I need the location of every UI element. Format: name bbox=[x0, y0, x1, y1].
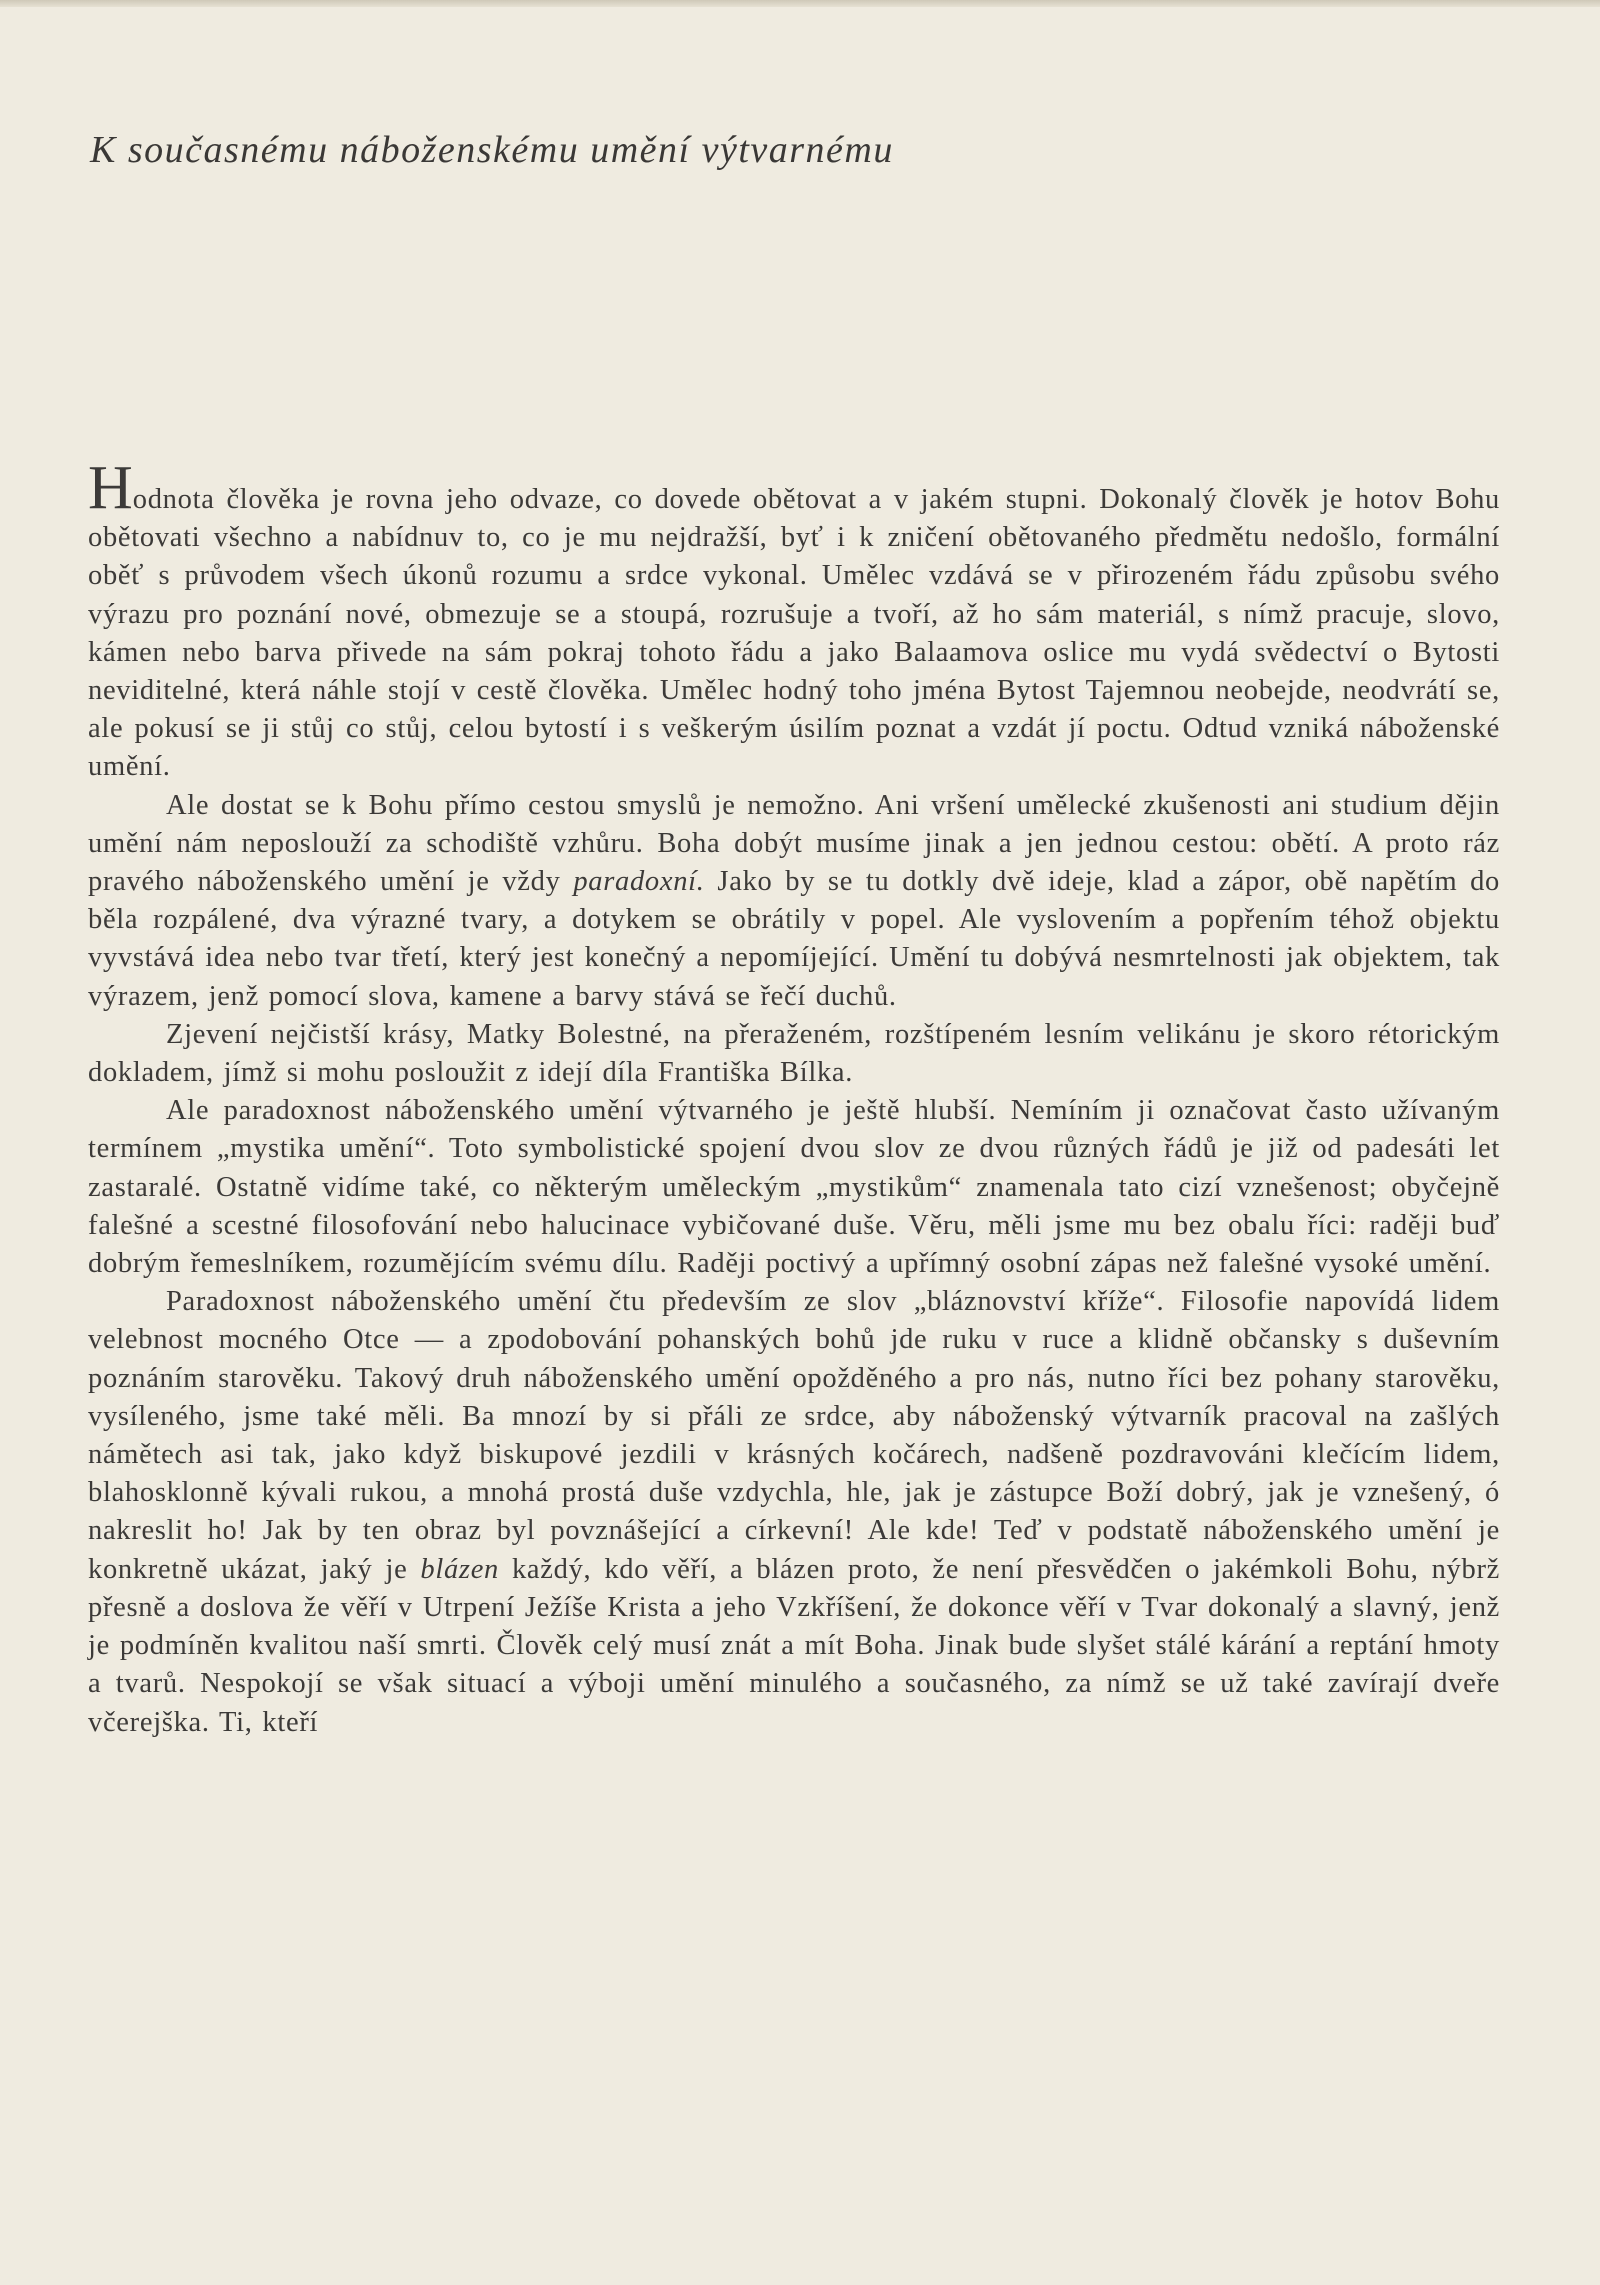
article-body bbox=[88, 454, 1500, 1742]
paragraph-1 bbox=[88, 454, 1500, 787]
top-border bbox=[0, 0, 1600, 7]
paragraph-5-text-end: každý, kdo věří, a blázen proto, že není přesvědčen o jakémkoli Bohu, nýbrž přesně a doslova že věří v Utrpení Ježíše Krista a jeho Vzkříšení, že dokonce věří v Tvar dokonalý a slavný, jenž je podmíněn kvalitou naší smrti. Člověk celý musí znát a mít Boha. Jinak bude slyšet stálé kárání a reptání hmoty a tvarů. Nespokojí se však situací a výboji umění minulého a současného, za nímž se už také zavírají dveře včerejška. Ti, kteří bbox=[88, 1553, 1500, 1738]
paragraph-1-text: odnota člověka je rovna jeho odvaze, co dovede obětovat a v jakém stupni. Dokonalý člověk je hotov Bohu obětovati všechno a nabídnuv to, co je mu nejdražší, byť i k zničení obětovaného předmětu nedošlo, formální oběť s průvodem všech úkonů rozumu a srdce vykonal. Umělec vzdává se v přirozeném řádu způsobu svého výrazu pro poznání nové, obmezuje se a stoupá, rozrušuje a tvoří, až ho sám materiál, s nímž pracuje, slovo, kámen nebo barva přivede na sám pokraj tohoto řádu a jako Balaamova oslice mu vydá svědectví o Bytosti neviditelné, která náhle stojí v cestě člověka. Umělec hodný toho jména Bytost Tajemnou neobejde, neodvrátí se, ale pokusí se ji stůj co stůj, celou bytostí i s veškerým úsilím poznat a vzdát jí poctu. Odtud vzniká náboženské umění. bbox=[88, 484, 1500, 783]
drop-cap: H bbox=[88, 454, 133, 522]
paragraph-5 bbox=[88, 1283, 1500, 1741]
page-title: K současnému náboženskému umění výtvarnému bbox=[90, 129, 894, 171]
paragraph-2 bbox=[88, 787, 1500, 1016]
paragraph-5-emphasis: blázen bbox=[420, 1553, 499, 1585]
paragraph-5-text-start: Paradoxnost náboženského umění čtu především ze slov „bláznovství kříže“. Filosofie napovídá lidem velebnost mocného Otce — a zpodobování pohanských bohů jde ruku v ruce a klidně občansky s duševním poznáním starověku. Takový druh náboženského umění opožděného a pro nás, nutno říci bez pohany starověku, vysíleného, jsme také měli. Ba mnozí by si přáli ze srdce, aby náboženský výtvarník pracoval na zašlých námětech asi tak, jako když biskupové jezdili v krásných kočárech, nadšeně pozdravováni klečícím lidem, blahosklonně kývali rukou, a mnohá prostá duše vzdychla, hle, jak je zástupce Boží dobrý, jak je vznešený, ó nakreslit ho! Jak by ten obraz byl povznášející a církevní! Ale kde! Teď v podstatě náboženského umění je konkretně ukázat, jaký je bbox=[88, 1286, 1500, 1585]
paragraph-3: Zjevení nejčistší krásy, Matky Bolestné, na přeraženém, rozštípeném lesním velikánu je skoro rétorickým dokladem, jímž si mohu posloužit z idejí díla Františka Bílka. bbox=[88, 1018, 1500, 1089]
paragraph-2-emphasis: paradoxní. bbox=[573, 866, 705, 898]
paragraph-2-text-start: Ale dostat se k Bohu přímo cestou smyslů je nemožno. Ani vršení umělecké zkušenosti ani studium dějin umění nám neposlouží za schodiště vzhůru. Boha dobýt musíme jinak a jen jednou cestou: obětí. A proto ráz pravého náboženského umění je vždy bbox=[88, 789, 1500, 898]
paragraph-4: Ale paradoxnost náboženského umění výtvarného je ještě hlubší. Nemíním ji označovat často užívaným termínem „mystika umění“. Toto symbolistické spojení dvou slov ze dvou různých řádů je již od padesáti let zastaralé. Ostatně vidíme také, co některým uměleckým „mystikům“ znamenala tato cizí vznešenost; obyčejně falešné a scestné filosofování nebo halucinace vybičované duše. Věru, měli jsme mu bez obalu říci: raději buď dobrým řemeslníkem, rozumějícím svému dílu. Raději poctivý a upřímný osobní zápas než falešné vysoké umění. bbox=[88, 1095, 1500, 1280]
paragraph-2-text-end: Jako by se tu dotkly dvě ideje, klad a zápor, obě napětím do běla rozpálené, dva výrazné tvary, a dotykem se obrátily v popel. Ale vyslovením a popřením téhož objektu vyvstává idea nebo tvar třetí, který jest konečný a nepomíjející. Umění tu dobývá nesmrtelnosti jak objektem, tak výrazem, jenž pomocí slova, kamene a barvy stává se řečí duchů. bbox=[88, 866, 1500, 1012]
